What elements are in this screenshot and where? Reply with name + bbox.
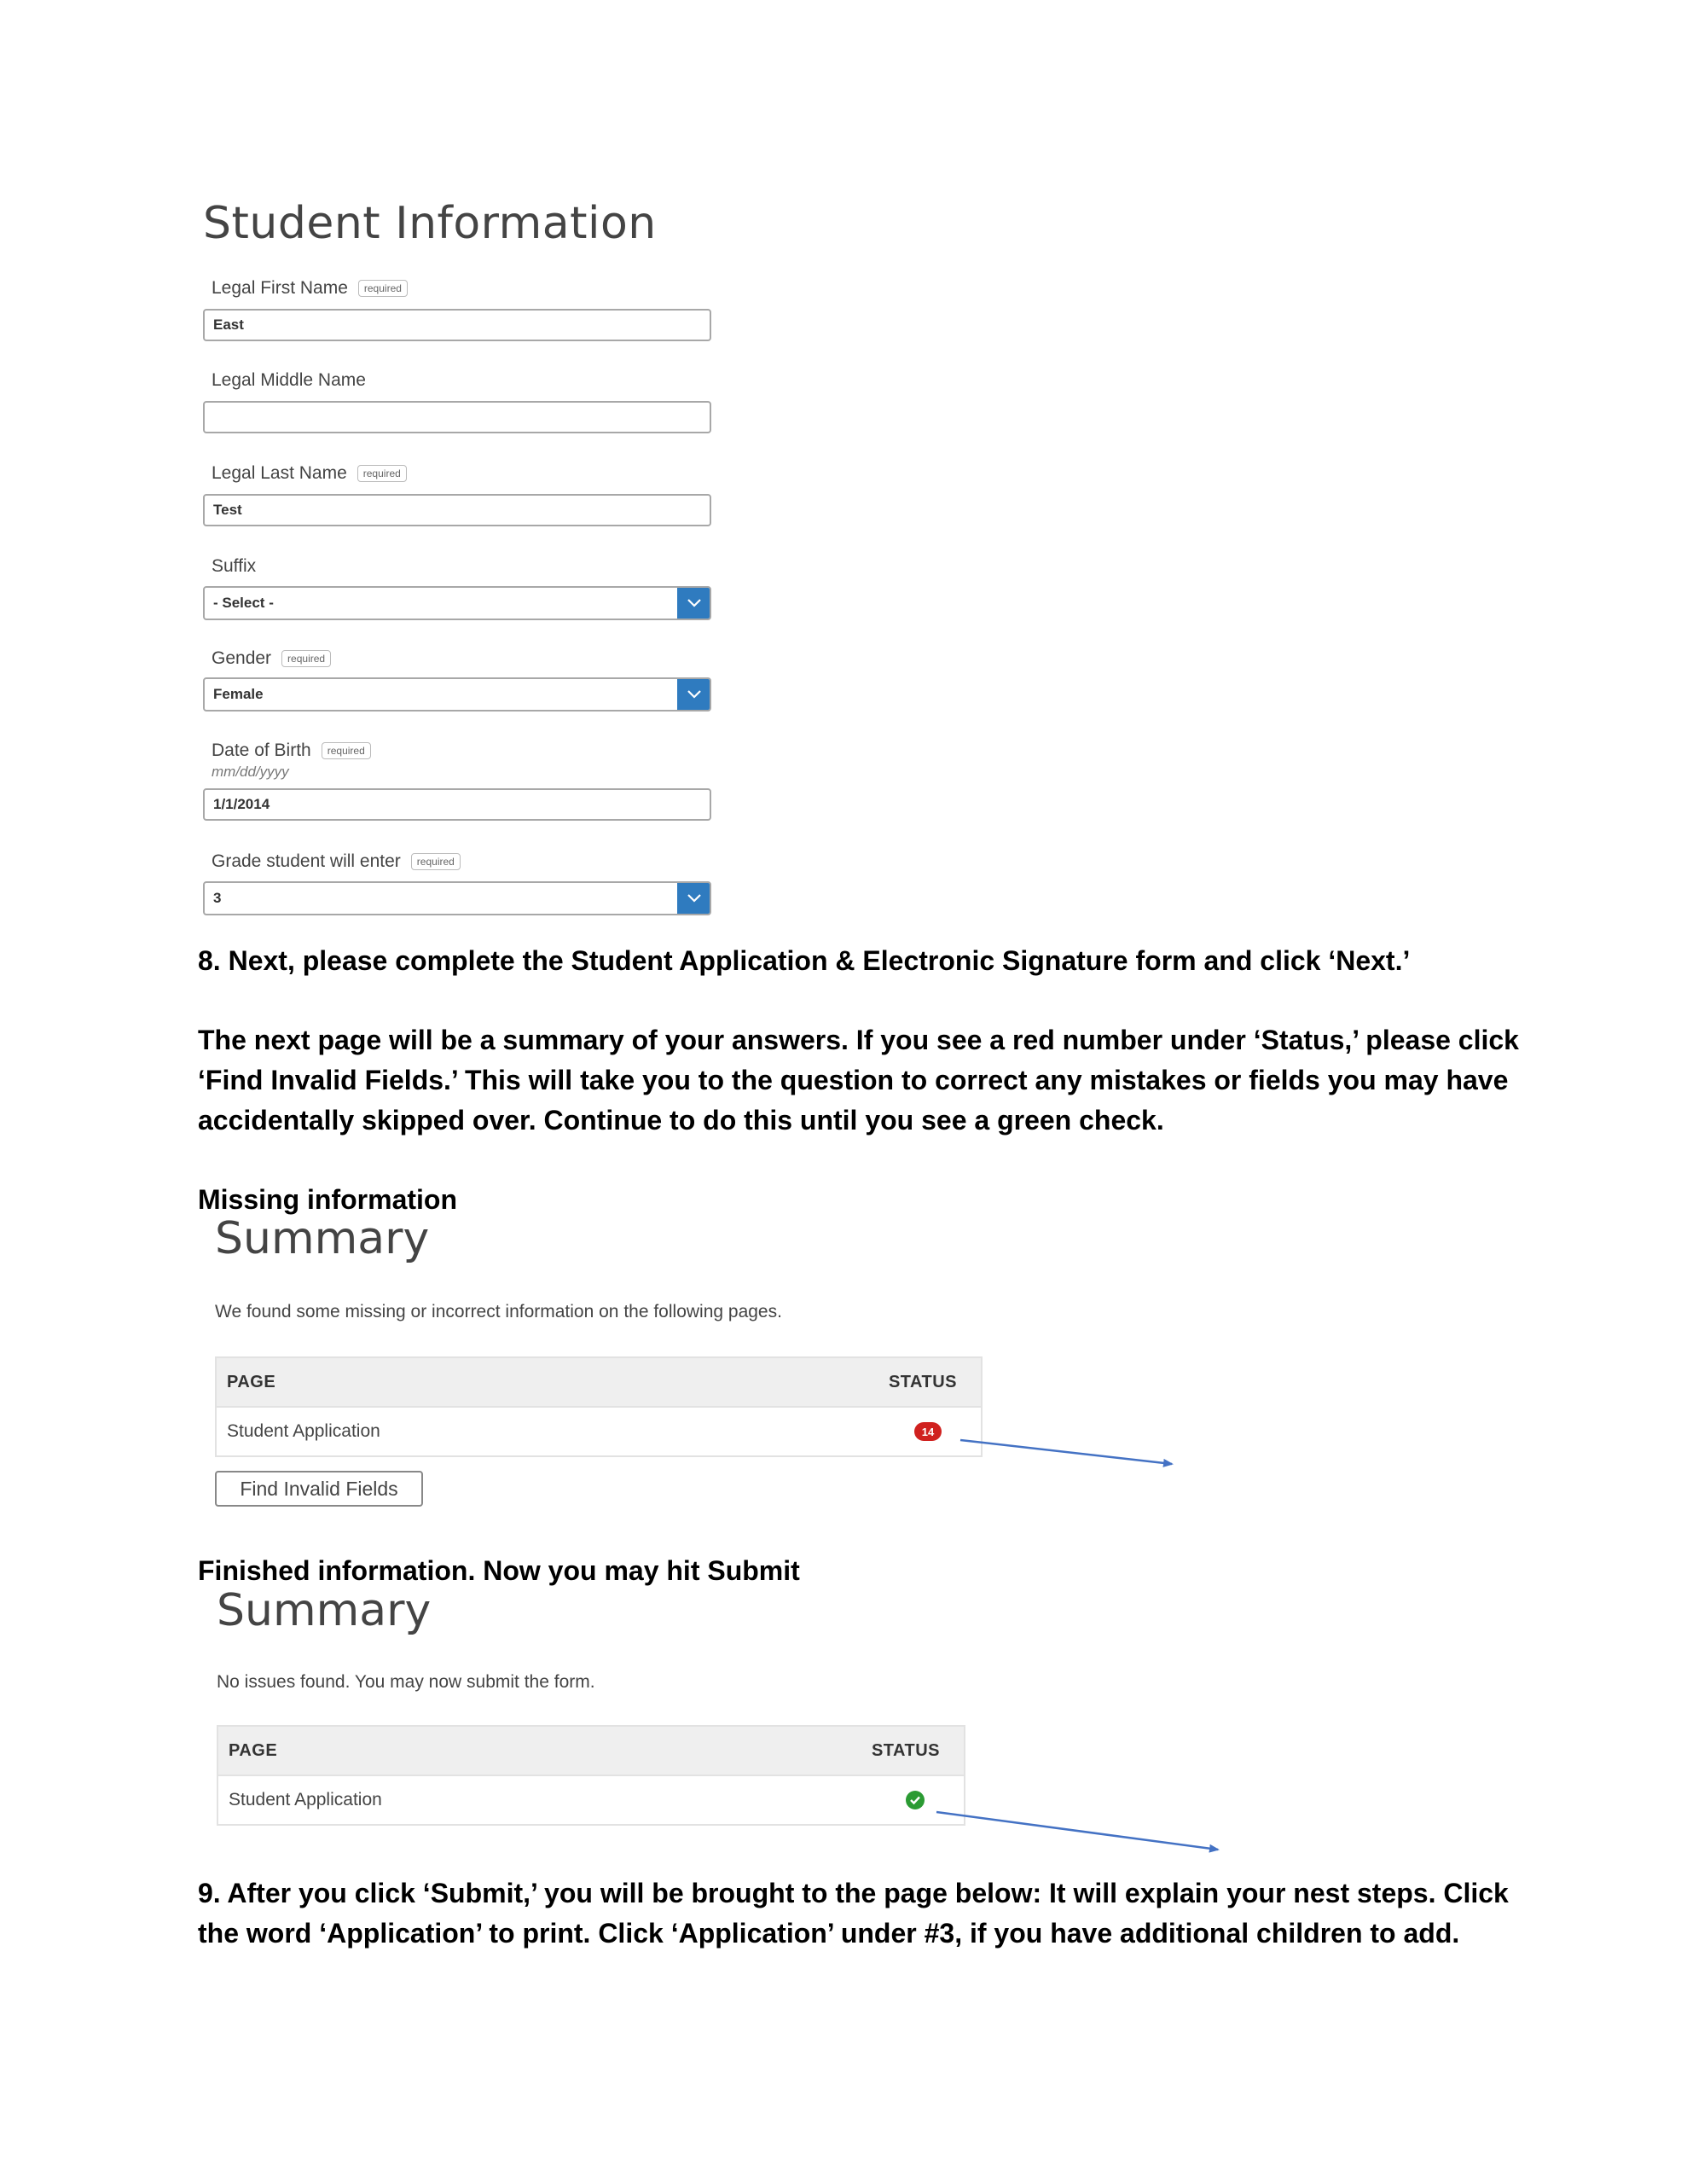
- summary-instructions-line: The next page will be a summary of your answers. If you see a red number under ‘Status,’ please click: [198, 1025, 1519, 1055]
- step-8-text: 8. Next, please complete the Student Application & Electronic Signature form and click ‘Next.’: [198, 945, 1411, 976]
- arrow-annotation: [936, 1812, 1218, 1850]
- col-status: STATUS: [871, 1740, 940, 1760]
- step-9-line: 9. After you click ‘Submit,’ you will be brought to the page below: It will explain your nest steps. Click: [198, 1878, 1509, 1908]
- required-badge: required: [411, 853, 461, 870]
- missing-info-heading: Missing information: [198, 1184, 457, 1215]
- form-title: Student Information: [203, 198, 657, 249]
- row-page-name: Student Application: [227, 1421, 380, 1441]
- dob-label-text: Date of Birth: [212, 741, 311, 760]
- first-name-label-text: Legal First Name: [212, 278, 348, 298]
- required-badge: required: [281, 650, 331, 667]
- find-invalid-fields-button[interactable]: Find Invalid Fields: [215, 1471, 423, 1507]
- suffix-select-value: - Select -: [213, 595, 274, 611]
- col-page: PAGE: [229, 1740, 278, 1760]
- suffix-label-text: Suffix: [212, 556, 257, 576]
- finished-info-heading: Finished information. Now you may hit Submit: [198, 1555, 800, 1586]
- gender-label-text: Gender: [212, 648, 272, 668]
- col-page: PAGE: [227, 1372, 276, 1391]
- summary-title: Summary: [217, 1585, 432, 1636]
- summary-instructions-line: ‘Find Invalid Fields.’ This will take you to the question to correct any mistakes or fields you may have: [198, 1065, 1509, 1095]
- required-badge: required: [358, 280, 408, 297]
- col-status: STATUS: [888, 1372, 957, 1391]
- summary-instructions-line: accidentally skipped over. Continue to do this until you see a green check.: [198, 1105, 1164, 1136]
- summary-title: Summary: [215, 1213, 430, 1264]
- summary-message: No issues found. You may now submit the form.: [217, 1672, 595, 1692]
- arrow-annotation: [960, 1440, 1172, 1464]
- middle-name-label-text: Legal Middle Name: [212, 370, 366, 390]
- required-badge: required: [357, 465, 407, 482]
- required-badge: required: [322, 742, 371, 759]
- grade-select-value: 3: [213, 890, 222, 906]
- step-9-line: the word ‘Application’ to print. Click ‘Application’ under #3, if you have additional children to add.: [198, 1918, 1460, 1949]
- error-count-badge: 14: [914, 1422, 942, 1441]
- row-page-name: Student Application: [229, 1790, 382, 1809]
- last-name-label-text: Legal Last Name: [212, 463, 347, 483]
- gender-select-value: Female: [213, 686, 264, 702]
- grade-label-text: Grade student will enter: [212, 851, 401, 871]
- dob-hint: mm/dd/yyyy: [212, 764, 289, 780]
- summary-message: We found some missing or incorrect information on the following pages.: [215, 1302, 782, 1321]
